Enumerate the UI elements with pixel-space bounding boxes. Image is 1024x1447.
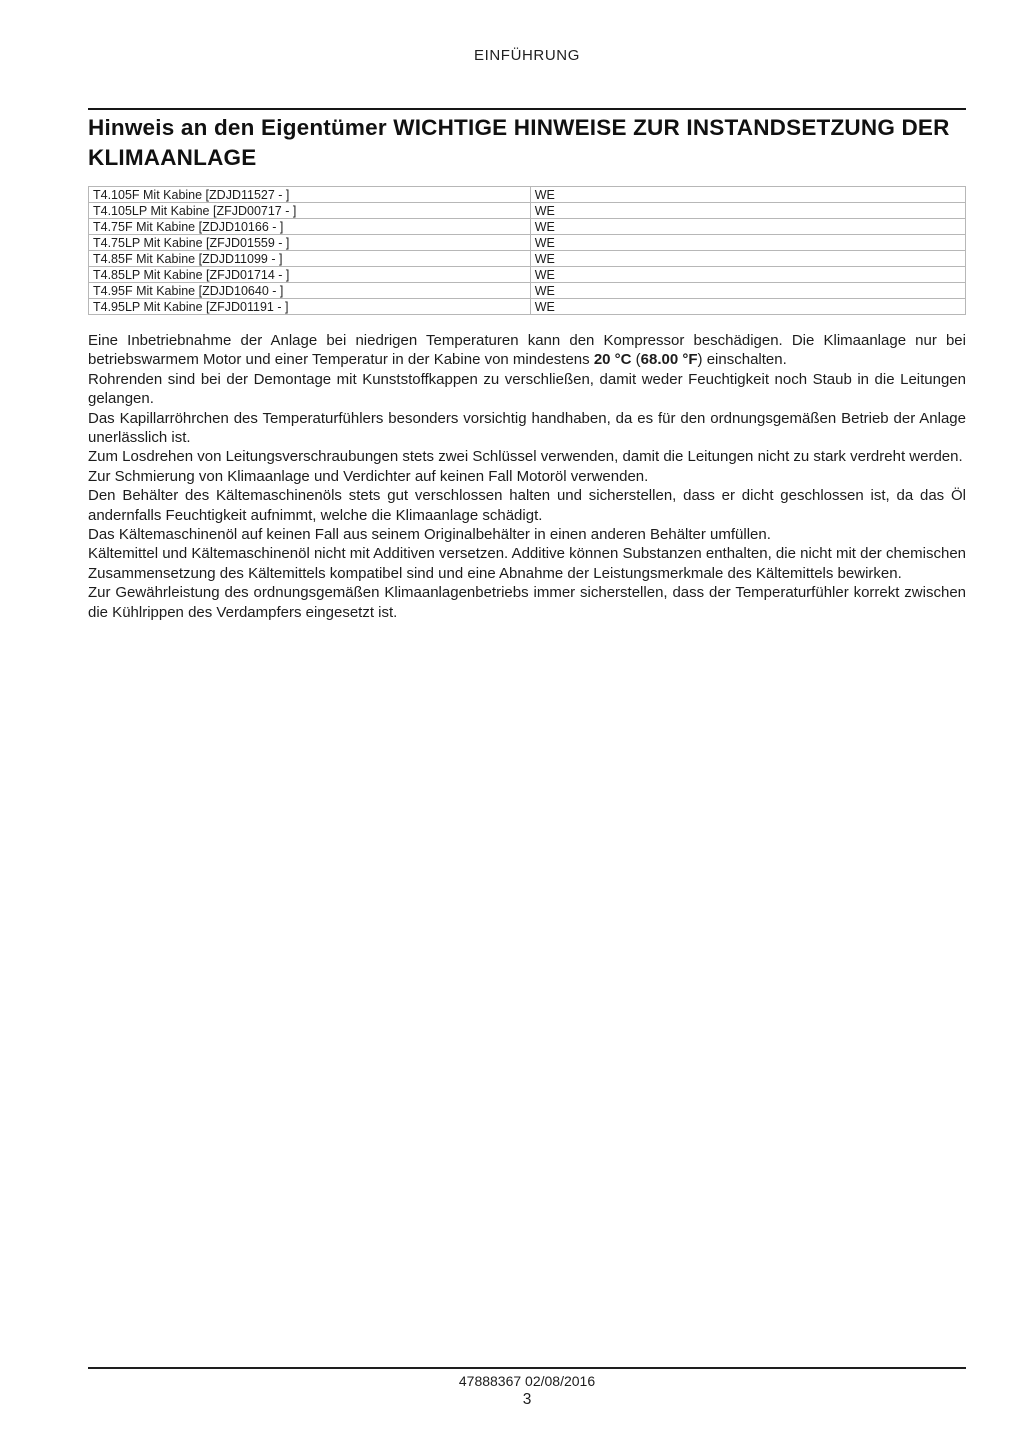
document-content bbox=[88, 0, 966, 622]
table-row bbox=[89, 283, 966, 299]
model-cell: T4.75F Mit Kabine [ZDJD10166 - ] bbox=[89, 219, 531, 235]
body-paragraph: Zum Losdrehen von Leitungsverschraubungen stets zwei Schlüssel verwenden, damit die Leitungen nicht zu stark verdreht werden. bbox=[88, 448, 963, 466]
code-cell: WE bbox=[530, 235, 965, 251]
table-row bbox=[89, 251, 966, 267]
footer-rule bbox=[88, 1367, 966, 1369]
table-row bbox=[89, 267, 966, 283]
body-paragraph: Das Kapillarröhrchen des Temperaturfühlers besonders vorsichtig handhaben, da es für den ordnungsgemäßen Betrieb der Anlage unerlässlich ist. bbox=[88, 409, 966, 447]
article-title: Hinweis an den Eigentümer WICHTIGE HINWEISE ZUR INSTANDSETZUNG DER KLIMAANLAGE bbox=[88, 115, 950, 170]
table-row bbox=[89, 219, 966, 235]
temperature-fahrenheit: 68.00 °F bbox=[640, 351, 698, 369]
model-cell: T4.95F Mit Kabine [ZDJD10640 - ] bbox=[89, 283, 531, 299]
page-footer bbox=[88, 1367, 966, 1409]
model-table bbox=[88, 186, 966, 315]
model-cell: T4.85F Mit Kabine [ZDJD11099 - ] bbox=[89, 251, 531, 267]
model-cell: T4.95LP Mit Kabine [ZFJD01191 - ] bbox=[89, 299, 531, 315]
body-paragraph: Den Behälter des Kältemaschinenöls stets gut verschlossen halten und sicherstellen, dass er dicht geschlossen ist, da das Öl andernfalls Feuchtigkeit aufnimmt, welche die Klimaanlage schädigt. bbox=[88, 487, 966, 524]
code-cell: WE bbox=[530, 203, 965, 219]
paragraph-text: ( bbox=[631, 351, 641, 369]
body-paragraph: Kältemittel und Kältemaschinenöl nicht mit Additiven versetzen. Additive können Substanzen enthalten, die nicht mit der chemischen Zusammensetzung des Kältemittels kompatibel sind und eine Abnahme der Leistungsmerkmale des Kältemittels bewirken. bbox=[88, 545, 967, 582]
model-cell: T4.85LP Mit Kabine [ZFJD01714 - ] bbox=[89, 267, 531, 283]
body-text bbox=[88, 331, 966, 622]
model-cell: T4.75LP Mit Kabine [ZFJD01559 - ] bbox=[89, 235, 531, 251]
body-paragraph bbox=[88, 331, 966, 370]
paragraph-text: Eine Inbetriebnahme der Anlage bei niedrigen Temperaturen kann den Kompressor beschädigen. Die Klimaanlage nur bei betriebswarmem Motor und einer Temperatur in der Kabine von mindestens bbox=[88, 332, 966, 369]
body-paragraph: Zur Gewährleistung des ordnungsgemäßen Klimaanlagenbetriebs immer sicherstellen, dass der Temperaturfühler korrekt zwischen die Kühlrippen des Verdampfers eingesetzt ist. bbox=[88, 584, 966, 621]
body-paragraph: Das Kältemaschinenöl auf keinen Fall aus seinem Originalbehälter in einen anderen Behälter umfüllen. bbox=[88, 526, 771, 544]
code-cell: WE bbox=[530, 251, 965, 267]
code-cell: WE bbox=[530, 283, 965, 299]
code-cell: WE bbox=[530, 187, 965, 203]
table-row bbox=[89, 235, 966, 251]
footer-doc-ref: 47888367 02/08/2016 bbox=[458, 1373, 596, 1389]
temperature-celsius: 20 °C bbox=[593, 351, 632, 369]
paragraph-text: ) einschalten. bbox=[697, 351, 787, 369]
code-cell: WE bbox=[530, 267, 965, 283]
body-paragraph: Zur Schmierung von Klimaanlage und Verdichter auf keinen Fall Motoröl verwenden. bbox=[88, 467, 649, 485]
code-cell: WE bbox=[530, 219, 965, 235]
table-row bbox=[89, 203, 966, 219]
model-cell: T4.105LP Mit Kabine [ZFJD00717 - ] bbox=[89, 203, 531, 219]
table-row bbox=[89, 299, 966, 315]
model-cell: T4.105F Mit Kabine [ZDJD11527 - ] bbox=[89, 187, 531, 203]
footer-page-number: 3 bbox=[522, 1391, 532, 1408]
section-header-label: EINFÜHRUNG bbox=[474, 47, 580, 64]
code-cell: WE bbox=[530, 299, 965, 315]
title-top-rule bbox=[88, 108, 966, 110]
body-paragraph: Rohrenden sind bei der Demontage mit Kunststoffkappen zu verschließen, damit weder Feuchtigkeit noch Staub in die Leitungen gelangen. bbox=[88, 370, 966, 408]
table-row bbox=[89, 187, 966, 203]
